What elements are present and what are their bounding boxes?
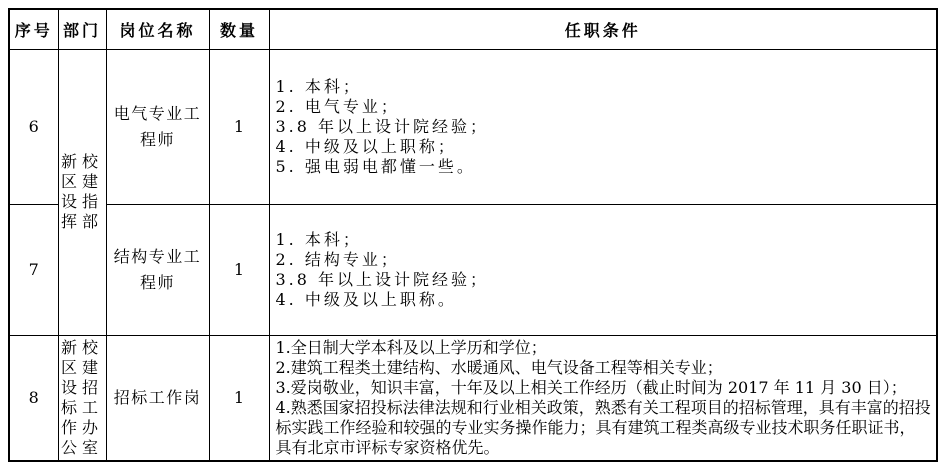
serial-cell: 8 [9,335,58,461]
header-cell-position: 岗位名称 [106,9,209,49]
requirement-line: 3.爱岗敬业，知识丰富，十年及以上相关工作经历（截止时间为 2017 年 11 月 30 日）； [275,377,907,397]
table-row-8 [9,335,937,461]
position-label: 电气专业工程师 [113,103,202,149]
header-cell-requirements: 任职条件 [269,9,937,49]
department-cell-merged [58,49,106,335]
requirement-line: 3.8 年以上设计院经验； [275,269,490,289]
serial-cell: 6 [9,49,58,204]
requirement-line: 2. 电气专业； [275,96,400,116]
requirements-list [276,77,932,177]
requirement-line: 2. 结构专业； [275,249,400,269]
table-row-7 [9,204,937,335]
header-cell-count: 数量 [209,9,269,49]
table-row-6 [9,49,937,204]
header-cell-department: 部门 [58,9,106,49]
requirements-list [276,230,932,310]
requirement-line: 1.全日制大学本科及以上学历和学位； [275,337,547,357]
recruitment-table [8,8,938,462]
requirement-line: 3.8 年以上设计院经验； [275,116,490,136]
department-cell [58,335,106,461]
count-cell: 1 [209,335,269,461]
requirement-line: 4. 中级及以上职称。 [275,289,457,309]
requirements-cell [269,335,937,461]
header-cell-serial: 序号 [9,9,58,49]
header-row [9,9,937,49]
requirement-line: 5. 强电弱电都懂一些。 [275,156,476,176]
count-cell: 1 [209,49,269,204]
position-label: 结构专业工程师 [113,246,202,292]
department-label: 新校区建设招标工作办公室 [61,337,104,457]
requirement-line: 4.熟悉国家招投标法律法规和行业相关政策，熟悉有关工程项目的招标管理，具有丰富的招投标实践工作经验和较强的专业实务操作能力；具有建筑工程类高级专业技术职务任职证书，具有北京市评标专家资格优先。 [275,397,931,457]
serial-cell: 7 [9,204,58,335]
requirements-list [276,338,932,458]
count-cell: 1 [209,204,269,335]
requirements-cell [269,49,937,204]
position-cell [106,49,209,204]
requirement-line: 2.建筑工程类土建结构、水暖通风、电气设备工程等相关专业； [275,357,723,377]
requirement-line: 1. 本科； [275,229,362,249]
requirements-cell [269,204,937,335]
requirement-line: 4. 中级及以上职称； [275,136,457,156]
department-label: 新校区建设指挥部 [61,152,104,231]
requirement-line: 1. 本科； [275,76,362,96]
position-label: 招标工作岗 [113,387,202,407]
position-cell [106,204,209,335]
position-cell [106,335,209,461]
